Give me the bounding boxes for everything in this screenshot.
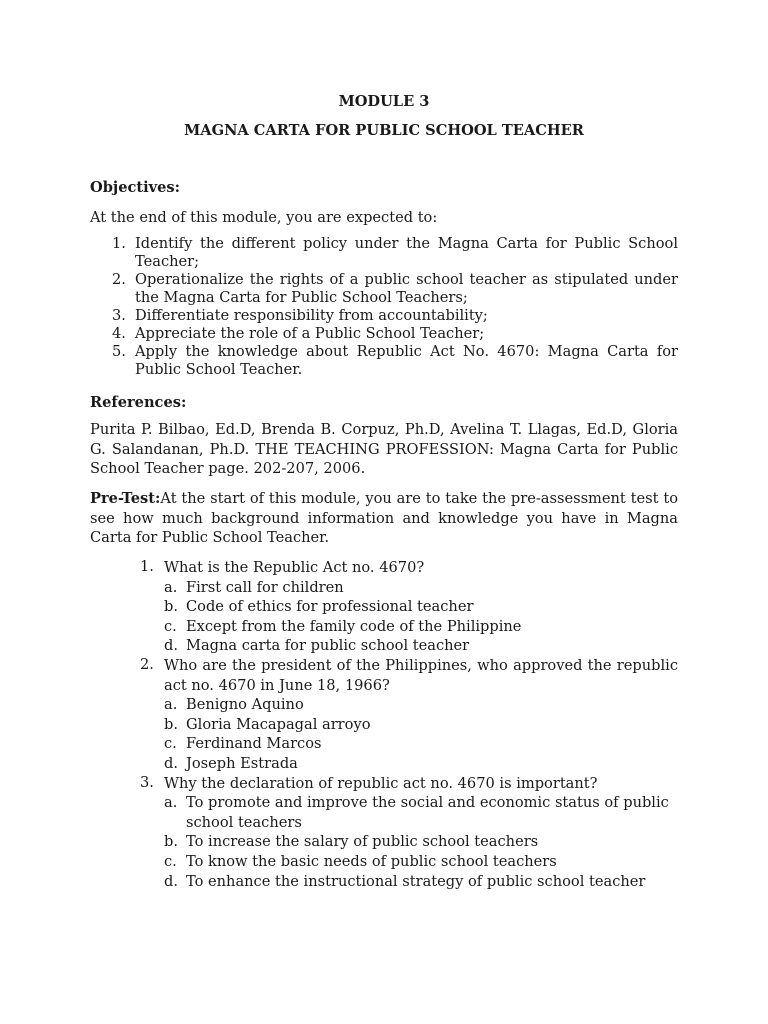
objectives-list: [90, 235, 678, 379]
question-item: [90, 656, 678, 774]
question-list: [90, 558, 678, 891]
objective-item: 3. Differentiate responsibility from accountability;: [112, 307, 488, 324]
pretest-paragraph: [90, 489, 678, 548]
answer-option: a. Benigno Aquino: [164, 696, 304, 714]
option-list: [164, 793, 678, 891]
answer-option: d. Magna carta for public school teacher: [164, 637, 470, 655]
answer-option: c. Except from the family code of the Philippine: [164, 617, 522, 635]
option-list: [164, 578, 678, 656]
objective-item: 2. Operationalize the rights of a public school teacher as stipulated under the Magna Carta for Public School Teachers;: [112, 271, 678, 306]
pretest-text: At the start of this module, you are to take the pre-assessment test to see how much background information and knowledge you have in Magna Carta for Public School Teacher.: [90, 490, 678, 546]
objective-item: 5. Apply the knowledge about Republic Act No. 4670: Magna Carta for Public School Teacher.: [112, 343, 678, 378]
question-number: 3.: [140, 773, 154, 791]
references-heading: References:: [90, 394, 187, 411]
answer-option: b. To increase the salary of public school teachers: [164, 833, 539, 851]
question-item: [90, 558, 678, 656]
answer-option: c. To know the basic needs of public school teachers: [164, 852, 557, 870]
answer-option: c. Ferdinand Marcos: [164, 735, 322, 753]
answer-option: b. Code of ethics for professional teacher: [164, 598, 474, 616]
question-text: Why the declaration of republic act no. 4670 is important?: [164, 774, 598, 792]
objectives-intro: At the end of this module, you are expected to:: [90, 209, 438, 226]
answer-option: d. Joseph Estrada: [164, 754, 298, 772]
answer-option: b. Gloria Macapagal arroyo: [164, 715, 371, 733]
question-text: Who are the president of the Philippines, who approved the republic act no. 4670 in June 18, 1966?: [164, 656, 678, 694]
objective-item: 4. Appreciate the role of a Public School Teacher;: [112, 325, 485, 342]
objectives-heading: Objectives:: [90, 179, 181, 196]
objective-text: Differentiate responsibility from accountability;: [135, 307, 488, 324]
question-number: 2.: [140, 655, 154, 673]
references-text: Purita P. Bilbao, Ed.D, Brenda B. Corpuz, Ph.D, Avelina T. Llagas, Ed.D, Gloria G. Salandanan, Ph.D. THE TEACHING PROFESSION: Magna Carta for Public School Teacher page. 202-207, 2006.: [90, 421, 678, 477]
question-text: What is the Republic Act no. 4670?: [164, 559, 425, 576]
pretest-lead: Pre-Test:: [90, 490, 161, 507]
objective-text: Apply the knowledge about Republic Act No. 4670: Magna Carta for Public School Teacher.: [135, 343, 678, 378]
answer-option: a. To promote and improve the social and economic status of public school teachers: [164, 794, 669, 831]
objective-text: Identify the different policy under the Magna Carta for Public School Teacher;: [135, 235, 678, 270]
objective-item: 1. Identify the different policy under the Magna Carta for Public School Teacher;: [112, 235, 678, 270]
document-title: MAGNA CARTA FOR PUBLIC SCHOOL TEACHER: [184, 122, 584, 139]
answer-option: d. To enhance the instructional strategy of public school teacher: [164, 872, 646, 890]
question-item: [90, 774, 678, 892]
module-heading: MODULE 3: [338, 93, 430, 110]
objective-text: Appreciate the role of a Public School Teacher;: [135, 325, 485, 342]
option-list: [164, 695, 678, 773]
question-number: 1.: [140, 558, 154, 575]
answer-option: a. First call for children: [164, 578, 344, 596]
objective-text: Operationalize the rights of a public school teacher as stipulated under the Magna Carta for Public School Teachers;: [135, 271, 678, 306]
